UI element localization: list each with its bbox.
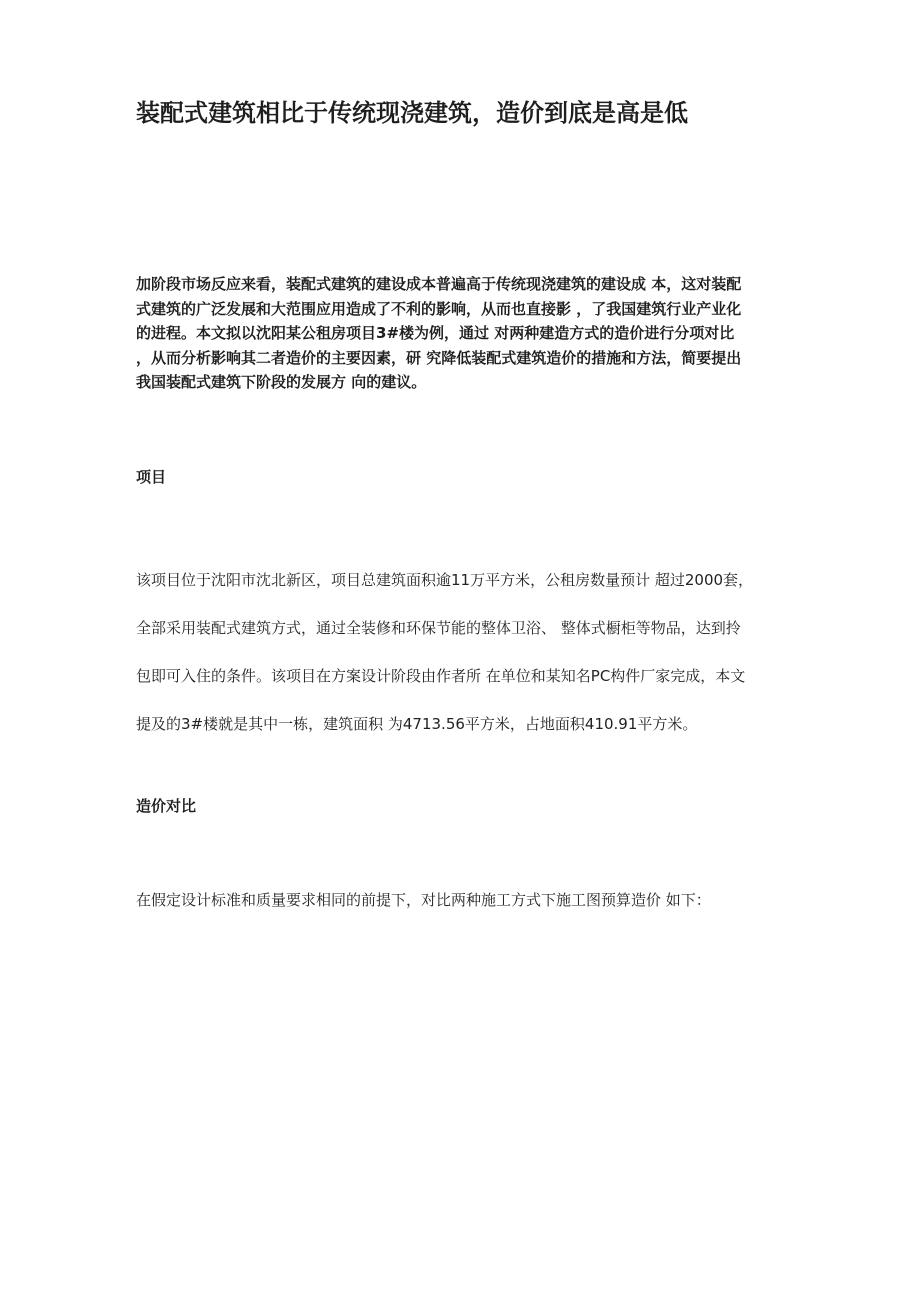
- intro-line: 的进程。本文拟以沈阳某公租房项目3#楼为例，通过 对两种建造方式的造价进行分项对比: [136, 324, 735, 342]
- project-line: 提及的3#楼就是其中一栋，建筑面积 为4713.56平方米，占地面积410.91平方米。: [136, 715, 698, 733]
- intro-line: 加阶段市场反应来看，装配式建筑的建设成本普遍高于传统现浇建筑的建设成 本，这对装配: [136, 275, 742, 293]
- project-line: 包即可入住的条件。该项目在方案设计阶段由作者所 在单位和某知名PC构件厂家完成，本文: [136, 667, 746, 685]
- intro-line: 式建筑的广泛发展和大范围应用造成了不利的影响，从而也直接影 ，了我国建筑行业产业化: [136, 299, 742, 318]
- intro-line: ，从而分析影响其二者造价的主要因素，研 究降低装配式建筑造价的措施和方法，简要提出: [136, 348, 742, 367]
- document-title: 装配式建筑相比于传统现浇建筑，造价到底是高是低: [136, 99, 688, 127]
- project-line: 全部采用装配式建筑方式，通过全装修和环保节能的整体卫浴、 整体式橱柜等物品，达到拎: [136, 619, 741, 637]
- section-heading-project: 项目: [136, 468, 167, 486]
- intro-paragraph: [136, 272, 850, 395]
- cost-comparison-paragraph: 在假定设计标准和质量要求相同的前提下，对比两种施工方式下施工图预算造价 如下：: [136, 891, 711, 909]
- intro-line: 我国装配式建筑下阶段的发展方 向的建议。: [136, 373, 427, 391]
- project-paragraph: [136, 556, 852, 748]
- section-heading-cost-comparison: 造价对比: [136, 797, 197, 815]
- project-line: 该项目位于沈阳市沈北新区，项目总建筑面积逾11万平方米，公租房数量预计 超过2000套，: [136, 571, 754, 589]
